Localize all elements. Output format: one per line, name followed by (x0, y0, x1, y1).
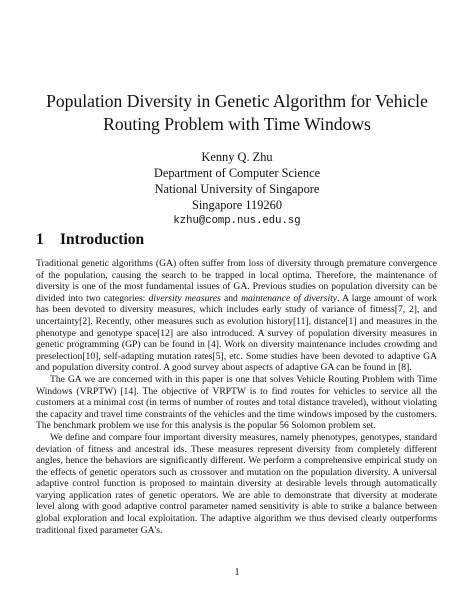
paragraph-2: The GA we are concerned with in this paper is one that solves Vehicle Routing Problem with Time Windows (VRPTW) [14]. The objective of VRPTW is to find routes for vehicles to service all the customers at a minimal cost (in terms of number of routes and total distance traveled), without violating the capacity and travel time constraints of the vehicles and the time windows imposed by the customers. The benchmark problem we use for this analysis is the popular 56 Solomon problem set. (36, 373, 437, 432)
title-line-2: Routing Problem with Time Windows (103, 114, 371, 134)
body-text (36, 258, 437, 536)
author-email: kzhu@comp.nus.edu.sg (173, 215, 301, 227)
section-heading (36, 231, 144, 249)
emphasis-maintenance-of-diversity: maintenance of diversity (241, 292, 338, 304)
author-block (20, 149, 454, 229)
title-line-1: Population Diversity in Genetic Algorithm for Vehicle (46, 91, 428, 111)
emphasis-diversity-measures: diversity measures (148, 292, 221, 304)
author-city: Singapore 119260 (191, 198, 283, 212)
paragraph-1-part-b: . A large amount of work has been devoted to diversity measures, which includes early study of variance of fitness[7, 2], and uncertainty[2]. Recently, other measures such as evolution history[11], distance[1] and measures in the phenotype and genotype space[12] are also introduced. A survey of population diversity measures in genetic programming (GP) can be found in [4]. Work on diversity maintenance includes crowding and preselection[10], self-adapting mutation rates[5], etc. Some studies have been devoted to adaptive GA and population diversity control. A good survey about aspects of adaptive GA can be found in [8]. (36, 292, 437, 374)
paper-title (20, 90, 454, 136)
page-number: 1 (234, 567, 240, 578)
author-university: National University of Singapore (154, 182, 320, 196)
paragraph-1-part-a: Traditional genetic algorithms (GA) often suffer from loss of diversity through premature convergence of the population, causing the search to be trapped in local optima. Therefore, the maintenance of diversity is one of the most fundamental issues of GA. Previous studies on population diversity can be divided into two categories: (36, 258, 437, 304)
author-name: Kenny Q. Zhu (201, 150, 273, 164)
section-title: Introduction (60, 231, 145, 248)
paragraph-1-and: and (220, 292, 242, 304)
author-department: Department of Computer Science (153, 166, 321, 180)
paragraph-3: We define and compare four important diversity measures, namely phenotypes, genotypes, standard deviation of fitness and ancestral ids. These measures represent diversity from completely different angles, hence the behaviors are significantly different. We perform a comprehensive empirical study on the effects of genetic operators such as crossover and mutation on the population diversity. A universal adaptive control function is proposed to maintain diversity at desirable levels through automatically varying application rates of genetic operators. We are able to demonstrate that diversity at moderate level along with good adaptive control parameter named sensitivity is able to strike a balance between global exploration and local exploitation. The adaptive algorithm we thus devised clearly outperforms traditional fixed parameter GA's. (36, 431, 437, 536)
paragraph-1 (36, 258, 437, 374)
section-number: 1 (36, 231, 44, 248)
